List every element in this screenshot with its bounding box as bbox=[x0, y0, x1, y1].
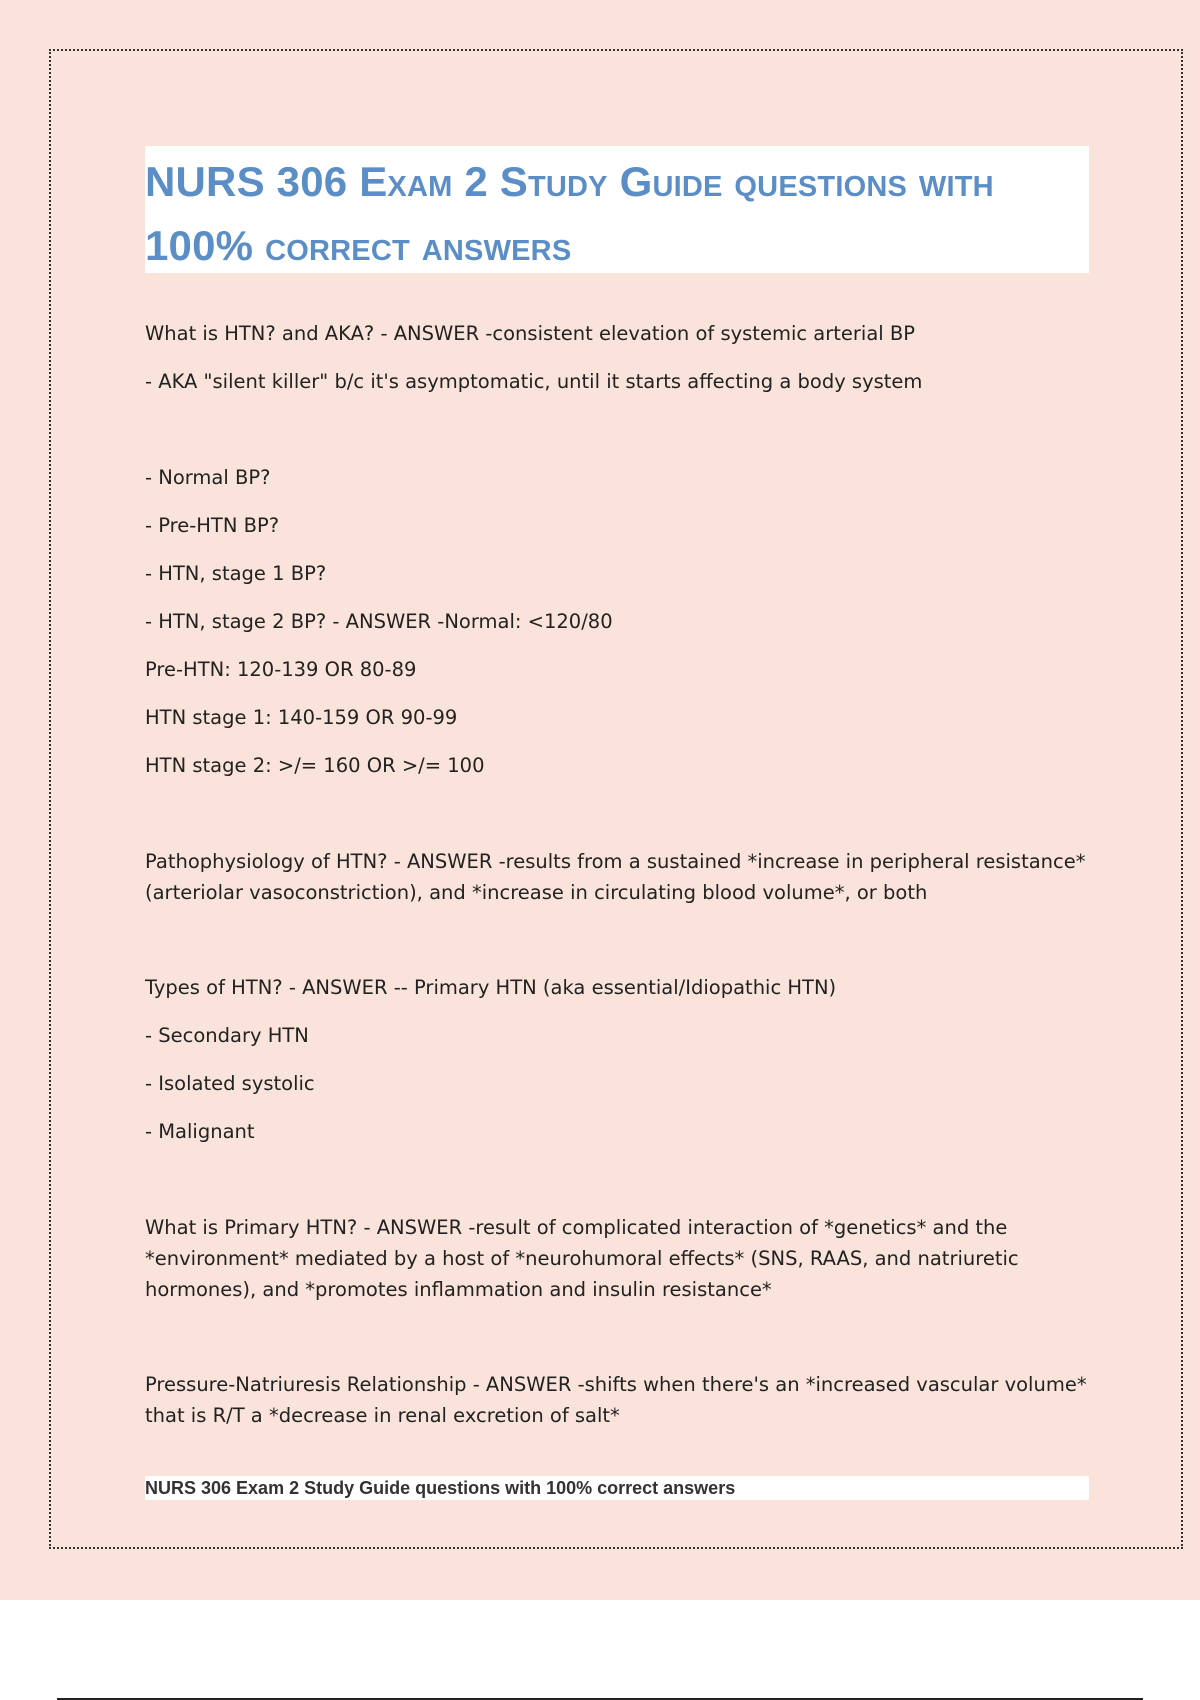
document-body bbox=[145, 318, 1089, 1431]
qa4-line3: - Isolated systolic bbox=[145, 1072, 315, 1095]
qa6-paragraph: Pressure-Natriuresis Relationship - ANSWER -shifts when there's an *increased vascular volume* that is R/T a *decrease in renal excretion of salt* bbox=[145, 1373, 1087, 1427]
qa1-line2: - AKA "silent killer" b/c it's asymptomatic, until it starts affecting a body system bbox=[145, 370, 923, 393]
title-box bbox=[145, 146, 1089, 273]
qa2-line5: Pre-HTN: 120-139 OR 80-89 bbox=[145, 658, 417, 681]
qa4-line1: Types of HTN? - ANSWER -- Primary HTN (aka essential/Idiopathic HTN) bbox=[145, 976, 837, 999]
footer-box bbox=[145, 1476, 1089, 1500]
qa2-line3: - HTN, stage 1 BP? bbox=[145, 562, 327, 585]
qa4-line4: - Malignant bbox=[145, 1120, 255, 1143]
qa1-line1: What is HTN? and AKA? - ANSWER -consistent elevation of systemic arterial BP bbox=[145, 322, 916, 345]
document-title: NURS 306 Exam 2 Study Guide questions with 100% correct answers bbox=[145, 158, 994, 269]
qa4-line2: - Secondary HTN bbox=[145, 1024, 309, 1047]
qa2-line1: - Normal BP? bbox=[145, 466, 271, 489]
qa2-line6: HTN stage 1: 140-159 OR 90-99 bbox=[145, 706, 458, 729]
qa3-paragraph: Pathophysiology of HTN? - ANSWER -results from a sustained *increase in peripheral resistance* (arteriolar vasoconstriction), and *increase in circulating blood volume*, or both bbox=[145, 850, 1086, 904]
qa2-line4: - HTN, stage 2 BP? - ANSWER -Normal: <120/80 bbox=[145, 610, 613, 633]
qa5-paragraph: What is Primary HTN? - ANSWER -result of complicated interaction of *genetics* and the *environment* mediated by a host of *neurohumoral effects* (SNS, RAAS, and natriuretic hormones), and *promotes inflammation and insulin resistance* bbox=[145, 1216, 1019, 1301]
document-footer: NURS 306 Exam 2 Study Guide questions with 100% correct answers bbox=[145, 1478, 736, 1498]
qa2-line7: HTN stage 2: >/= 160 OR >/= 100 bbox=[145, 754, 485, 777]
qa2-line2: - Pre-HTN BP? bbox=[145, 514, 280, 537]
